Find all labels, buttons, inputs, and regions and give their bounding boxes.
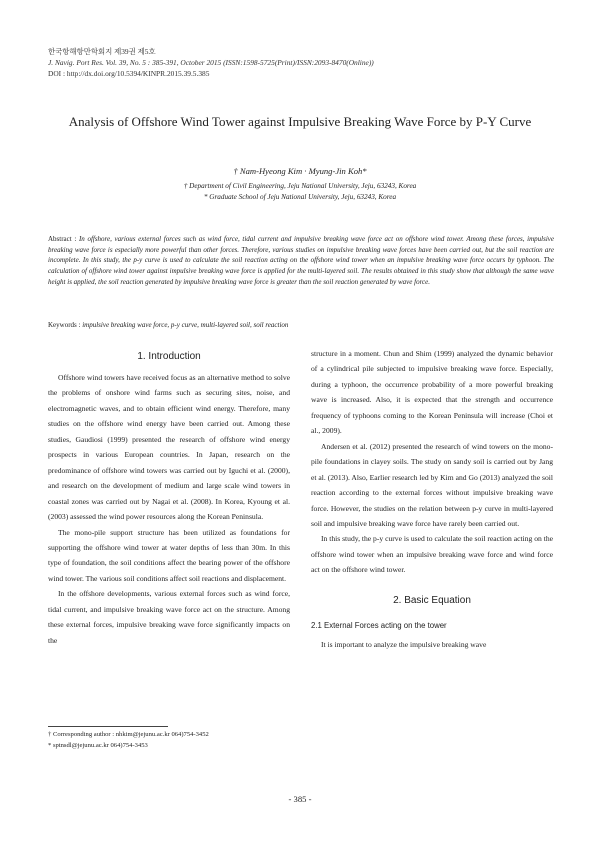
journal-name-korean: 한국항해항만학회지 제39권 제5호 [48,47,156,56]
subsection-paragraph-1: It is important to analyze the impulsive breaking wave [321,640,487,650]
intro-paragraph-3: In the offshore developments, various external forces such as wind force, tidal current, and impulsive breaking wave force act on the structure. Among these external forces, impulsive breaking wave force significantly impacts on the [48,589,290,645]
affiliations [0,181,600,202]
journal-citation: J. Navig. Port Res. Vol. 39, No. 5 : 385-391, October 2015 (ISSN:1598-5725(Print)/ISSN:2093-8470(Online)) [48,58,374,67]
right-paragraph-1: structure in a moment. Chun and Shim (1999) analyzed the dynamic behavior of a cylindrical pile subjected to impulsive breaking wave force. Especially, during a typhoon, the occurrence probability of a more powerful breaking wave is increased. Also, it is expected that the strength and occurrence frequency of typhoons coming to the Korean Peninsula will increase (Choi et al., 2009). [311,349,553,436]
keywords [48,320,554,331]
abstract-label: Abstract : [48,235,77,243]
doi-line: DOI : http://dx.doi.org/10.5394/KINPR.2015.39.5.385 [48,69,210,78]
intro-paragraph-1: Offshore wind towers have received focus as an alternative method to solve the problems of onshore wind farms such as securing sites, noise, and electromagnetic waves, and to obtain efficient wind energy. Therefore, many studies on the offshore wind energy have been carried out. Among these studies, Gaudiosi (1999) presented the research of offshore wind energy prospects in various European countries. In Japan, research on the predominance of offshore wind towers was carried out by Iguchi et al. (2000), and research on the development of medium and large scale wind towers in coastal zones was carried out by Nagai et al. (2008). In Korea, Kyoung et al. (2003) assessed the wind power resources along the Korean Peninsula. [48,373,290,522]
section-heading-introduction: 1. Introduction [137,351,201,362]
subsection-heading-external-forces: 2.1 External Forces acting on the tower [311,620,447,630]
footnote-coauthor: * sptnsdl@jejunu.ac.kr 064)754-3453 [48,742,148,749]
affiliation-2: * Graduate School of Jeju National University, Jeju, 63243, Korea [203,192,397,201]
page-number: - 385 - [288,794,312,804]
author-line: † Nam-Hyeong Kim · Myung-Jin Koh* [233,166,367,176]
right-paragraph-3: In this study, the p-y curve is used to calculate the soil reaction acting on the offshore wind tower when an impulsive breaking wave force and wind force act on the offshore wind tower. [311,534,553,575]
section-heading-basic-equation: 2. Basic Equation [393,594,471,606]
abstract [48,234,554,288]
intro-paragraph-2: The mono-pile support structure has been utilized as foundations for supporting the offshore wind tower at water depths of less than 30m. In this type of foundation, the soil conditions affect the bearing power of the offshore wind tower. The various soil conditions affect soil reactions and displacement. [48,527,290,583]
affiliation-1: † Department of Civil Engineering, Jeju National University, Jeju, 63243, Korea [183,182,417,190]
abstract-text: In offshore, various external forces such as wind force, tidal current and impulsive breaking wave force act on offshore wind tower. Among these forces, impulsive breaking wave force is especially more powerful than other forces. Therefore, various studies on impulsive breaking wave forces have been carried out, but the soil reaction are incomplete. In this study, the p-y curve is used to calculate the soil reaction acting on the offshore wind tower when an impulsive breaking wave force occurs by typhoon. The calculation of offshore wind tower against impulsive breaking wave force is applied for the multi-layered soil. The results obtained in this study show that although the same wave height is applied, the soil reaction generated by impulsive breaking wave force is greater than the soil reaction generated by wave force. [48,235,554,286]
right-paragraph-2: Andersen et al. (2012) presented the research of wind towers on the mono-pile foundations in clayey soils. The study on sandy soil is carried out by Jang et al. (2013). Also, Earlier research led by Kim and Go (2013) analyzed the soil reaction according to the external forces without impulsive breaking wave force. However, the studies on the relation between p-y curve in multi-layered soil and impulsive breaking wave force have rarely been carried out. [311,441,553,528]
left-column [48,348,290,648]
footnote-corresponding-author: † Corresponding author : nhkim@jejunu.ac.kr 064)754-3452 [48,731,209,738]
footnote-divider [48,726,168,727]
keywords-text: impulsive breaking wave force, p-y curve, multi-layered soil, soil reaction [82,321,289,329]
paper-title: Analysis of Offshore Wind Tower against Impulsive Breaking Wave Force by P-Y Curve [68,114,532,129]
right-column [311,346,553,653]
footnotes [48,729,348,751]
journal-header [48,46,568,79]
keywords-label: Keywords : [48,321,81,329]
